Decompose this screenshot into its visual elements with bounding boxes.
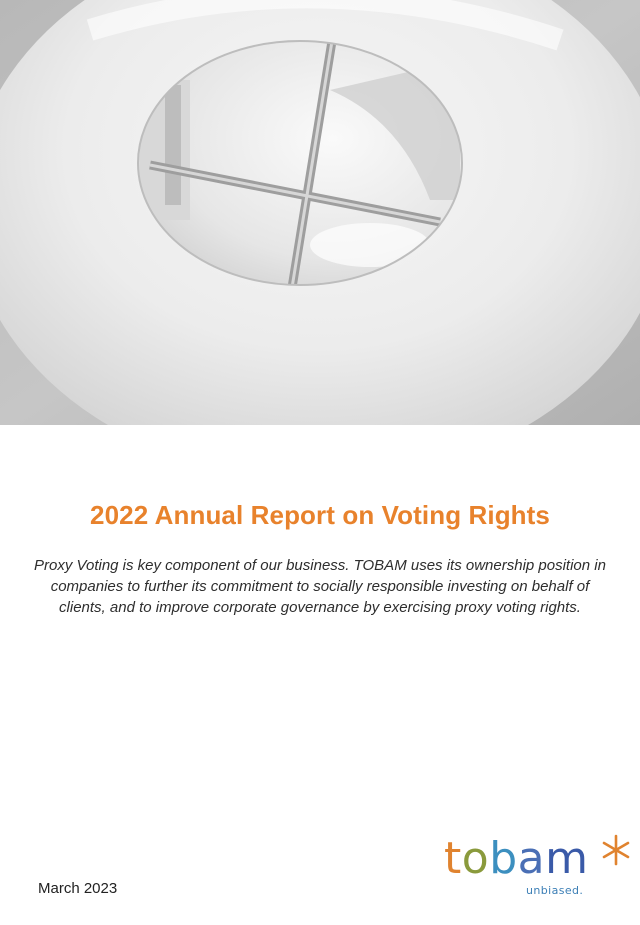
- report-date: March 2023: [38, 880, 118, 897]
- logo-tagline: unbiased.: [526, 884, 584, 897]
- report-title: 2022 Annual Report on Voting Rights: [90, 500, 550, 530]
- logo-letter: m: [545, 833, 589, 884]
- logo-letter: b: [489, 833, 518, 884]
- logo-wordmark: [444, 834, 588, 884]
- tobam-logo: [444, 834, 634, 904]
- logo-letter: o: [461, 833, 490, 884]
- skylight-illustration: [0, 0, 640, 425]
- logo-letter: t: [444, 833, 462, 884]
- intro-paragraph: Proxy Voting is key component of our business. TOBAM uses its ownership position in companies to further its commitment to socially responsible investing on behalf of clients, and to improve corporate governance by exercising proxy voting rights.: [34, 557, 606, 616]
- logo-letter: a: [517, 833, 546, 884]
- asterisk-icon: [600, 834, 632, 866]
- cover-photo: [0, 0, 640, 425]
